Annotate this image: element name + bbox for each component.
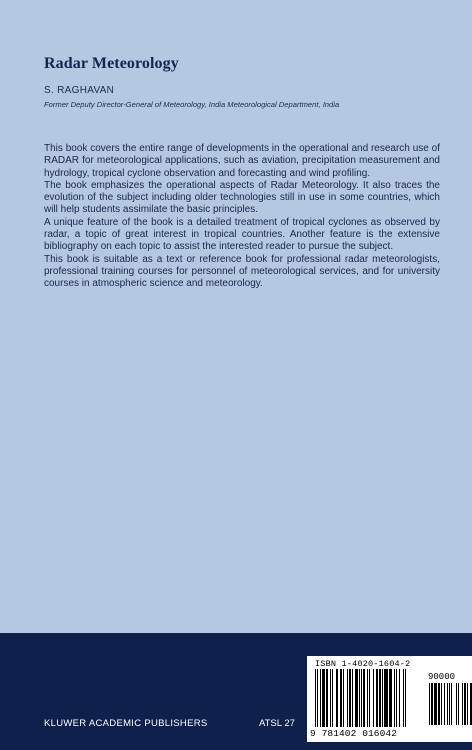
isbn-text: ISBN 1-4020-1604-2 bbox=[315, 659, 411, 669]
author-name: S. RAGHAVAN bbox=[44, 85, 115, 96]
description-paragraph: A unique feature of the book is a detailed treatment of tropical cyclones as observed by radar, a topic of great interest in tropical countries. Another feature is the extensive bibliography on each topic to assist the interested reader to pursue the subject. bbox=[44, 216, 440, 253]
book-description bbox=[44, 143, 440, 291]
description-paragraph: This book covers the entire range of developments in the operational and research use of RADAR for meteorological applications, such as aviation, precipitation measurement and hydrology, tropical cyclone observation and forecasting and wind profiling. bbox=[44, 143, 440, 179]
barcode-label bbox=[307, 656, 472, 742]
series-code: ATSL 27 bbox=[259, 718, 295, 729]
author-affiliation: Former Deputy Director-General of Meteorology, India Meteorological Department, India bbox=[44, 100, 340, 109]
publisher-name: KLUWER ACADEMIC PUBLISHERS bbox=[44, 718, 208, 729]
ean-number-text: 9 781402 016042 bbox=[310, 728, 398, 739]
description-paragraph: The book emphasizes the operational aspects of Radar Meteorology. It also traces the evolution of the subject including older technologies still in use in some countries, which will help students assimilate the basic principles. bbox=[44, 179, 440, 216]
price-addon-text: 90000 bbox=[428, 672, 456, 682]
book-title: Radar Meteorology bbox=[44, 55, 179, 72]
description-paragraph: This book is suitable as a text or reference book for professional radar meteorologists, professional training courses for personnel of meteorological services, and for university courses in atmospheric science and meteorology. bbox=[44, 253, 440, 290]
